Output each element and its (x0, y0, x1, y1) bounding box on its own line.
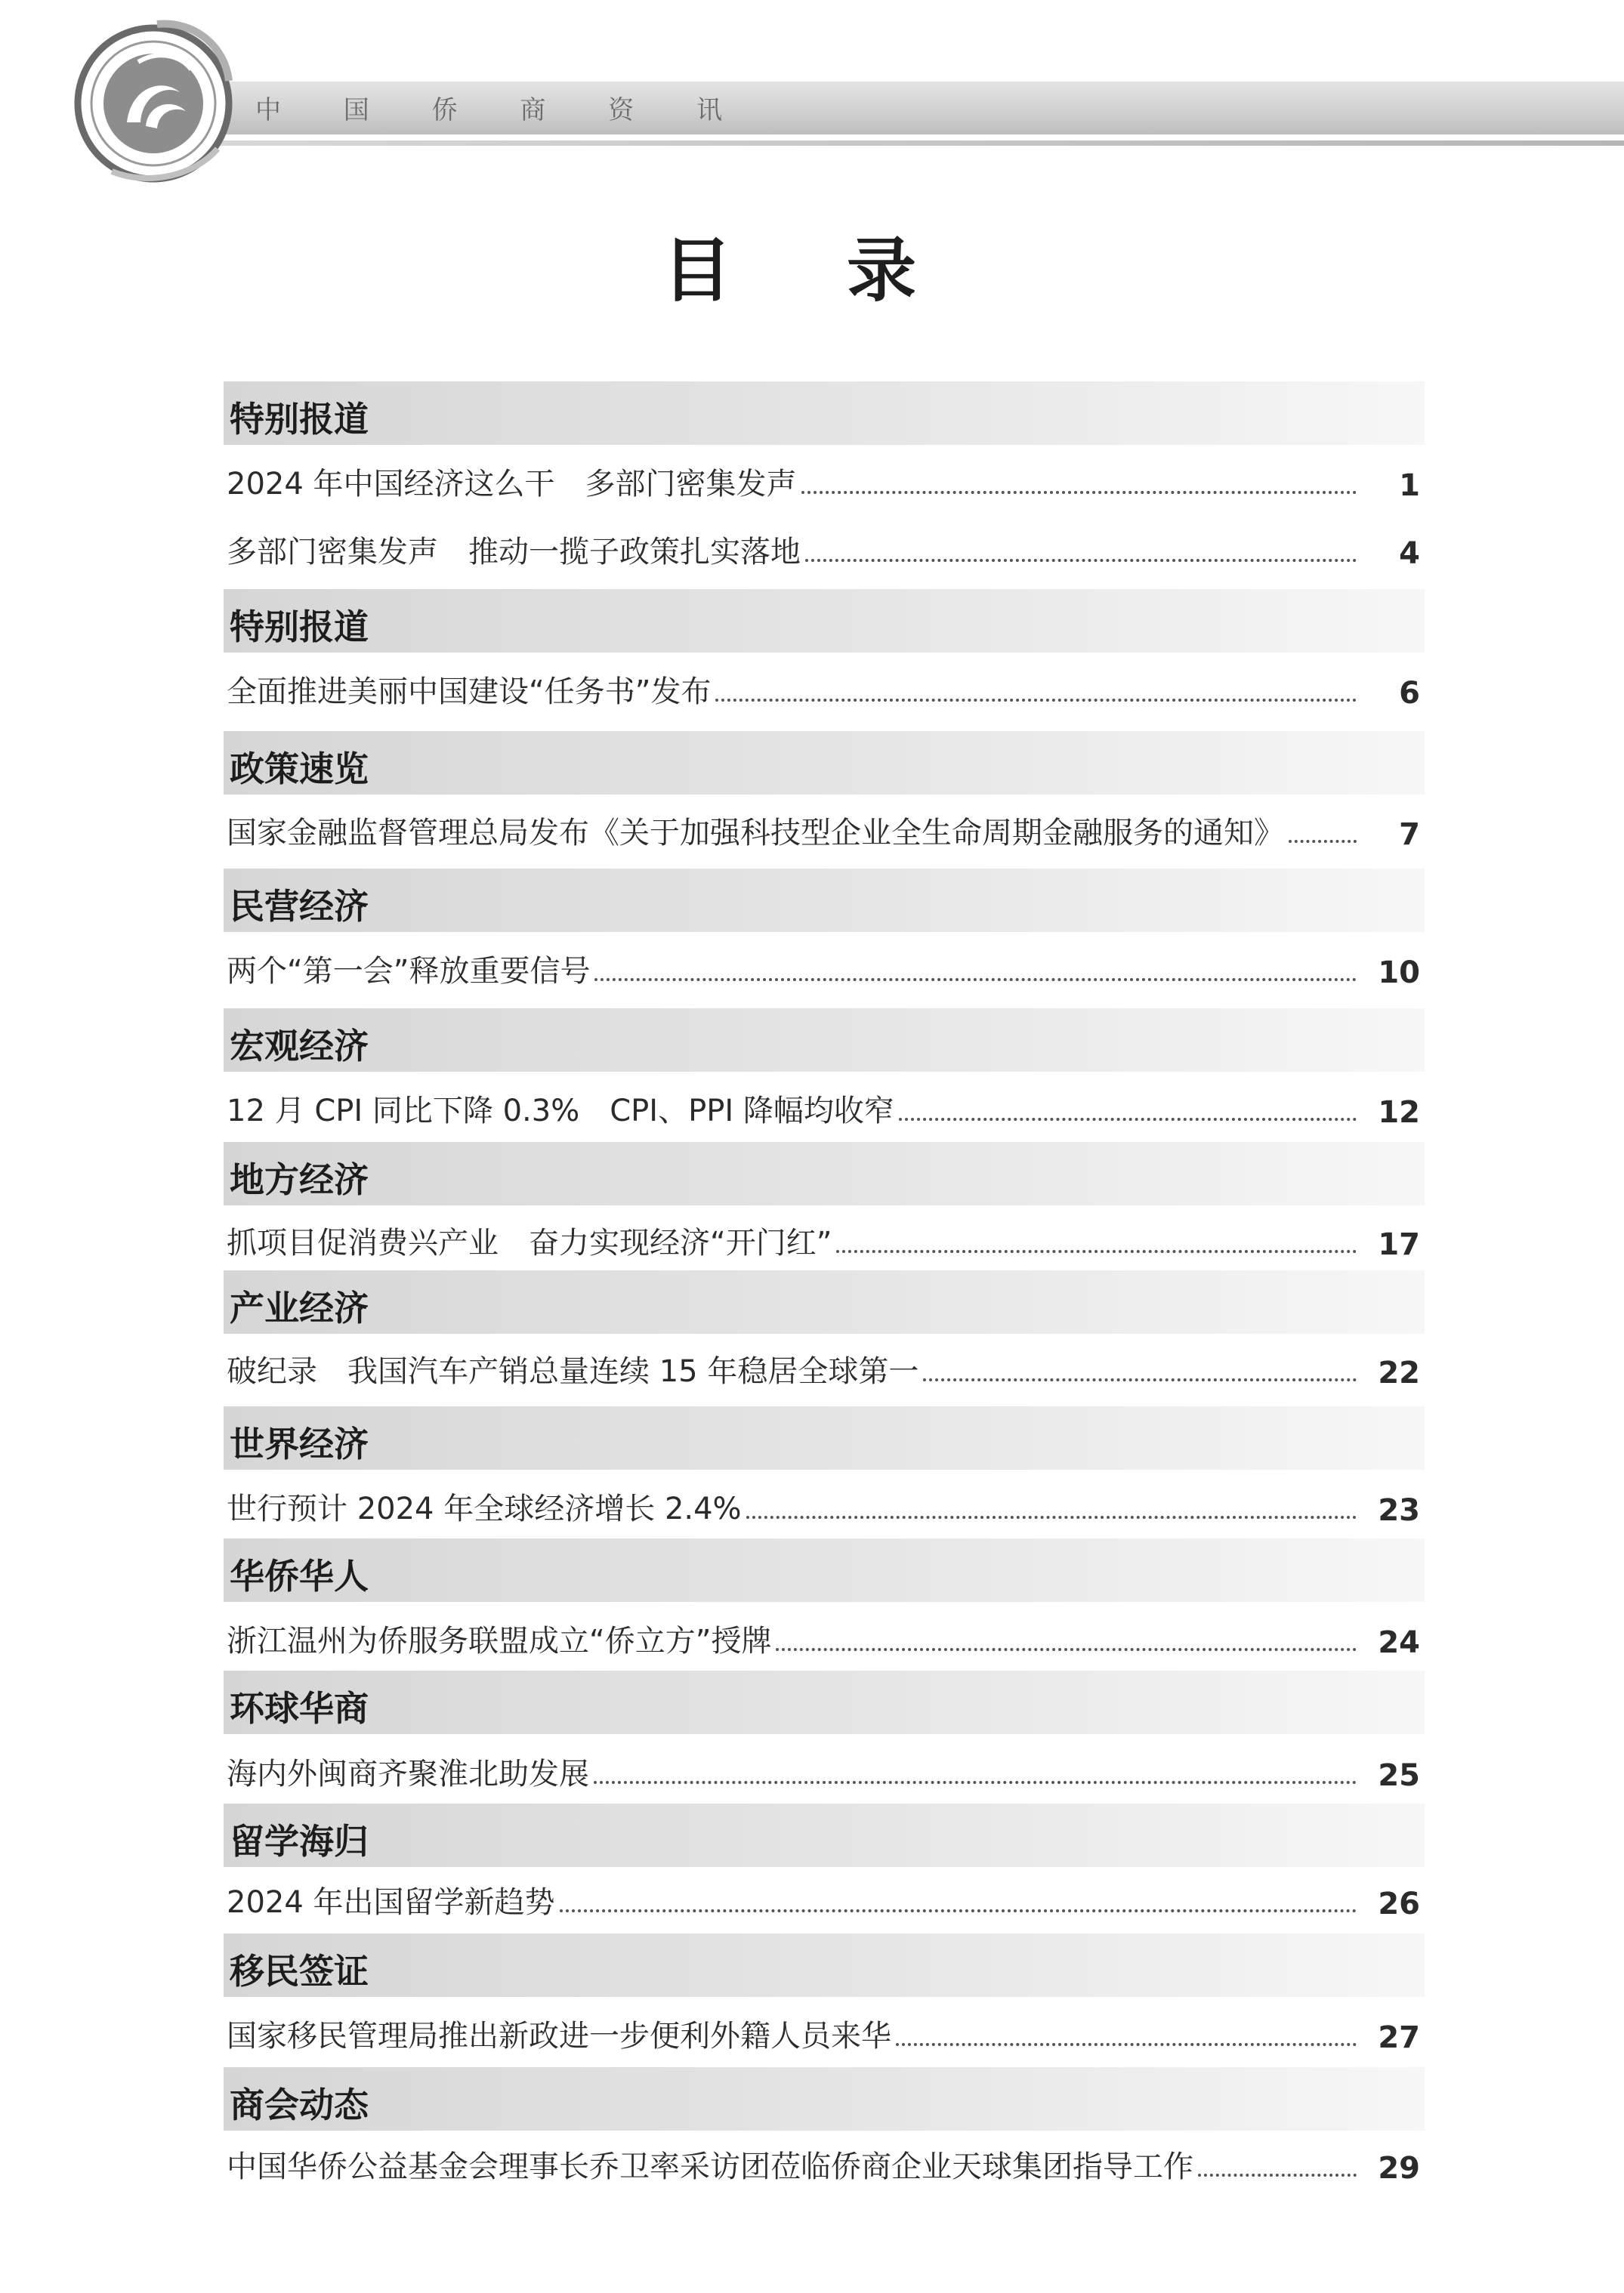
toc-entry-page: 1 (1399, 468, 1420, 503)
leader-dots (923, 1378, 1357, 1381)
toc-entry[interactable] (227, 1348, 1420, 1390)
section-header (224, 1406, 1425, 1470)
section-header (224, 1142, 1425, 1205)
section-header (224, 731, 1425, 795)
section-title: 华侨华人 (230, 1556, 369, 1597)
toc-entry-page: 7 (1399, 817, 1420, 852)
section-header (224, 1270, 1425, 1334)
toc-entry[interactable] (227, 1751, 1420, 1793)
toc-entry[interactable] (227, 461, 1420, 503)
leader-dots (899, 1118, 1357, 1121)
toc-entry-title: 中国华侨公益基金会理事长乔卫率采访团莅临侨商企业天球集团指导工作 (227, 2149, 1193, 2184)
toc-entry[interactable] (227, 1618, 1420, 1660)
section-title: 特别报道 (230, 606, 369, 647)
toc-entry[interactable] (227, 529, 1420, 571)
toc-entry-page: 27 (1378, 2020, 1420, 2055)
toc-entry-title: 12 月 CPI 同比下降 0.3% CPI、PPI 降幅均收窄 (227, 1094, 894, 1128)
toc-entry-page: 12 (1378, 1095, 1420, 1130)
toc-entry-title: 国家移民管理局推出新政进一步便利外籍人员来华 (227, 2019, 891, 2054)
toc-entry-page: 4 (1399, 536, 1420, 571)
leader-dots (560, 1909, 1357, 1912)
leader-dots (805, 559, 1357, 562)
page-title: 目 录 (662, 230, 962, 311)
toc-entry-title: 浙江温州为侨服务联盟成立“侨立方”授牌 (227, 1624, 772, 1659)
section-header (224, 1008, 1425, 1072)
toc-entry-title: 2024 年出国留学新趋势 (227, 1885, 555, 1920)
leader-dots (1198, 2174, 1357, 2177)
leader-dots (746, 1516, 1357, 1519)
toc-entry[interactable] (227, 1220, 1420, 1262)
toc-entry[interactable] (227, 948, 1420, 990)
section-header (224, 1538, 1425, 1602)
section-title: 民营经济 (230, 886, 369, 927)
toc-entry-page: 25 (1378, 1758, 1420, 1793)
section-title: 特别报道 (230, 399, 369, 440)
toc-entry-page: 22 (1378, 1356, 1420, 1390)
leader-dots (836, 1250, 1357, 1253)
section-header (224, 1933, 1425, 1997)
toc-entry-page: 24 (1378, 1625, 1420, 1660)
section-title: 环球华商 (230, 1688, 369, 1729)
toc-entry-title: 破纪录 我国汽车产销总量连续 15 年稳居全球第一 (227, 1354, 919, 1389)
section-header (224, 381, 1425, 445)
toc-entry-title: 全面推进美丽中国建设“任务书”发布 (227, 674, 712, 709)
toc-entry-page: 17 (1378, 1227, 1420, 1262)
toc-entry-title: 世行预计 2024 年全球经济增长 2.4% (227, 1492, 742, 1526)
section-header (224, 1804, 1425, 1867)
leader-dots (594, 978, 1357, 981)
section-title: 移民签证 (230, 1951, 369, 1992)
toc-entry[interactable] (227, 1486, 1420, 1528)
leader-dots (1289, 840, 1357, 843)
toc-entry-title: 2024 年中国经济这么干 多部门密集发声 (227, 467, 797, 501)
section-title: 留学海归 (230, 1821, 369, 1862)
toc-entry-page: 10 (1378, 955, 1420, 990)
section-header (224, 1671, 1425, 1734)
toc-entry[interactable] (227, 2143, 1420, 2186)
leader-dots (594, 1781, 1357, 1784)
section-title: 地方经济 (230, 1159, 369, 1200)
leader-dots (896, 2043, 1357, 2046)
toc-entry[interactable] (227, 810, 1420, 852)
leader-dots (801, 491, 1357, 494)
toc-entry-page: 29 (1378, 2151, 1420, 2186)
section-title: 宏观经济 (230, 1026, 369, 1066)
leader-dots (715, 699, 1357, 702)
toc-entry[interactable] (227, 2013, 1420, 2055)
toc-entry[interactable] (227, 1879, 1420, 1921)
section-header (224, 589, 1425, 653)
section-title: 世界经济 (230, 1424, 369, 1464)
toc-entry-title: 国家金融监督管理总局发布《关于加强科技型企业全生命周期金融服务的通知》 (227, 816, 1284, 850)
section-title: 政策速览 (230, 748, 369, 789)
section-header (224, 2067, 1425, 2131)
toc-entry-page: 6 (1399, 676, 1420, 711)
toc-entry-title: 两个“第一会”释放重要信号 (227, 954, 591, 989)
toc-entry-page: 26 (1378, 1887, 1420, 1921)
section-title: 产业经济 (230, 1288, 369, 1329)
section-title: 商会动态 (230, 2085, 369, 2125)
toc-entry-title: 海内外闽商齐聚淮北助发展 (227, 1757, 589, 1792)
toc-entry-page: 23 (1378, 1493, 1420, 1528)
toc-entry-title: 多部门密集发声 推动一揽子政策扎实落地 (227, 535, 801, 569)
section-header (224, 869, 1425, 932)
toc-entry[interactable] (227, 1088, 1420, 1130)
toc-entry-title: 抓项目促消费兴产业 奋力实现经济“开门红” (227, 1226, 832, 1261)
toc-entry[interactable] (227, 668, 1420, 711)
publication-title: 中 国 侨 商 资 讯 (255, 95, 750, 125)
leader-dots (776, 1648, 1357, 1651)
